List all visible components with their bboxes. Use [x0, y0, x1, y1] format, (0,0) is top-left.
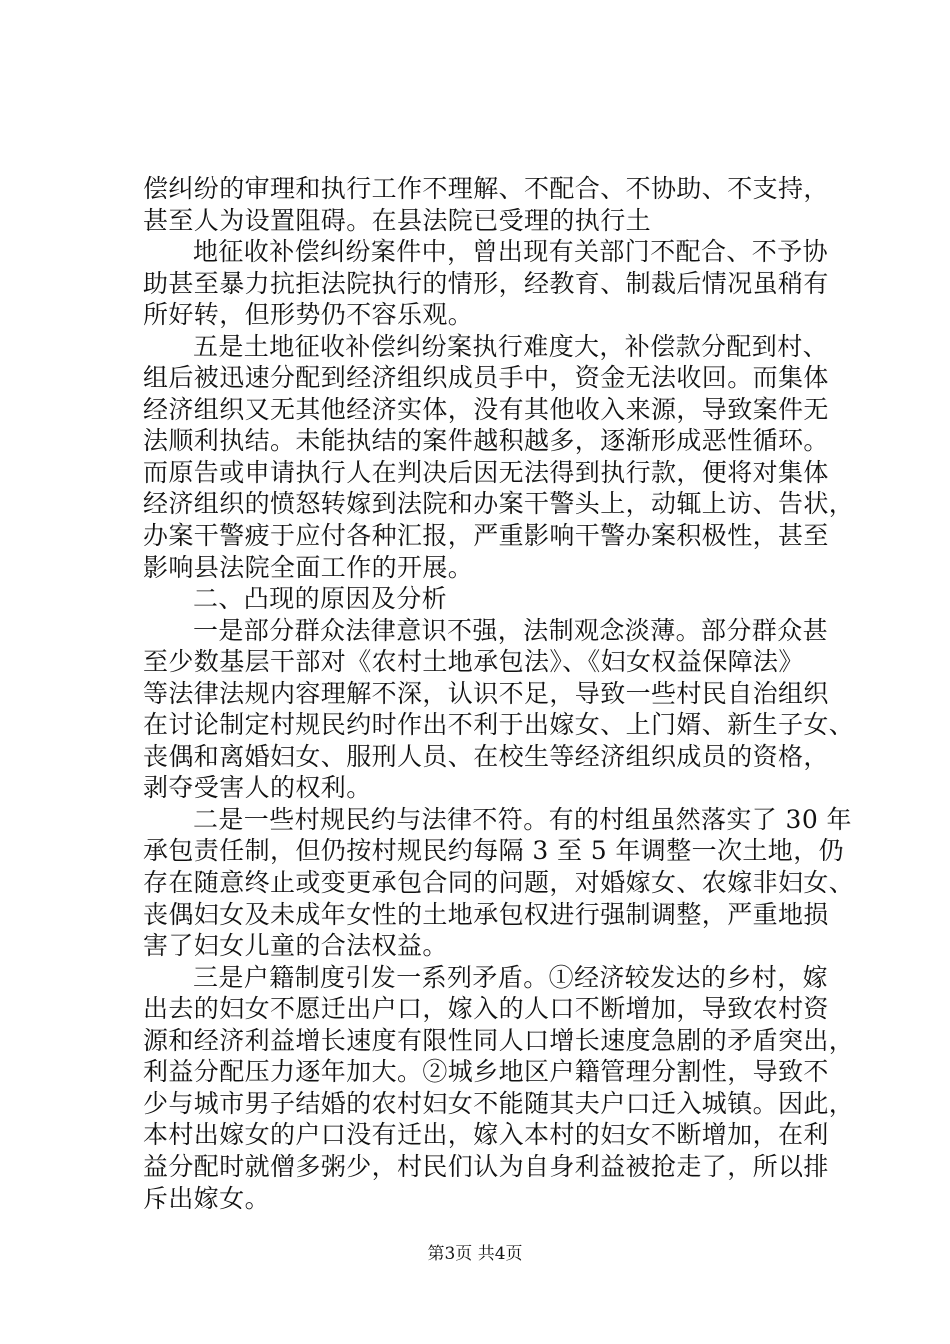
section-heading: 二、凸现的原因及分析 [193, 584, 448, 614]
text-line: 在讨论制定村规民约时作出不利于出嫁女、上门婿、新生子女、 [143, 710, 855, 740]
text-line: 三是户籍制度引发一系列矛盾。①经济较发达的乡村，嫁 [193, 962, 829, 992]
text-line: 承包责任制，但仍按村规民约每隔 3 至 5 年调整一次土地，仍 [143, 836, 845, 866]
text-line: 益分配时就僧多粥少，村民们认为自身利益被抢走了，所以排 [143, 1151, 829, 1181]
text-line: 五是土地征收补偿纠纷案执行难度大，补偿款分配到村、 [193, 331, 829, 361]
text-line: 一是部分群众法律意识不强，法制观念淡薄。部分群众甚 [193, 615, 829, 645]
text-line: 法顺利执结。未能执结的案件越积越多，逐渐形成恶性循环。 [143, 426, 829, 456]
text-line: 经济组织又无其他经济实体，没有其他收入来源，导致案件无 [143, 394, 829, 424]
text-line: 少与城市男子结婚的农村妇女不能随其夫户口迁入城镇。因此， [143, 1088, 855, 1118]
text-line: 等法律法规内容理解不深，认识不足，导致一些村民自治组织 [143, 678, 829, 708]
text-line: 偿纠纷的审理和执行工作不理解、不配合、不协助、不支持， [143, 174, 829, 203]
text-line: 出去的妇女不愿迁出户口，嫁入的人口不断增加，导致农村资 [143, 994, 829, 1024]
text-line: 源和经济利益增长速度有限性同人口增长速度急剧的矛盾突出， [143, 1025, 855, 1055]
text-line: 利益分配压力逐年加大。②城乡地区户籍管理分割性，导致不 [143, 1057, 829, 1087]
text-line: 害了妇女儿童的合法权益。 [143, 931, 448, 961]
text-line: 丧偶和离婚妇女、服刑人员、在校生等经济组织成员的资格， [143, 741, 829, 771]
text-line: 存在随意终止或变更承包合同的问题，对婚嫁女、农嫁非妇女、 [143, 868, 855, 898]
text-line: 剥夺受害人的权利。 [143, 773, 372, 803]
text-line: 二是一些村规民约与法律不符。有的村组虽然落实了 30 年 [193, 804, 852, 834]
text-line: 至少数基层干部对《农村土地承包法》、《妇女权益保障法》 [143, 647, 804, 677]
text-line: 本村出嫁女的户口没有迁出，嫁入本村的妇女不断增加，在利 [143, 1120, 829, 1150]
text-line: 斥出嫁女。 [143, 1183, 271, 1213]
page-number: 第3页 共4页 [427, 1244, 523, 1264]
text-line: 而原告或申请执行人在判决后因无法得到执行款，便将对集体 [143, 457, 829, 487]
text-line: 经济组织的愤怒转嫁到法院和办案干警头上，动辄上访、告状， [143, 489, 855, 519]
text-line: 助甚至暴力抗拒法院执行的情形，经教育、制裁后情况虽稍有 [143, 268, 829, 298]
text-line: 办案干警疲于应付各种汇报，严重影响干警办案积极性，甚至 [143, 521, 829, 551]
text-line: 甚至人为设置阻碍。在县法院已受理的执行土 [143, 205, 652, 235]
text-line: 影响县法院全面工作的开展。 [143, 552, 474, 582]
text-line: 所好转，但形势仍不容乐观。 [143, 300, 474, 330]
text-line: 组后被迅速分配到经济组织成员手中，资金无法收回。而集体 [143, 363, 829, 393]
document-body [143, 173, 855, 1214]
text-line: 地征收补偿纠纷案件中，曾出现有关部门不配合、不予协 [193, 237, 829, 267]
text-line: 丧偶妇女及未成年女性的土地承包权进行强制调整，严重地损 [143, 899, 829, 929]
